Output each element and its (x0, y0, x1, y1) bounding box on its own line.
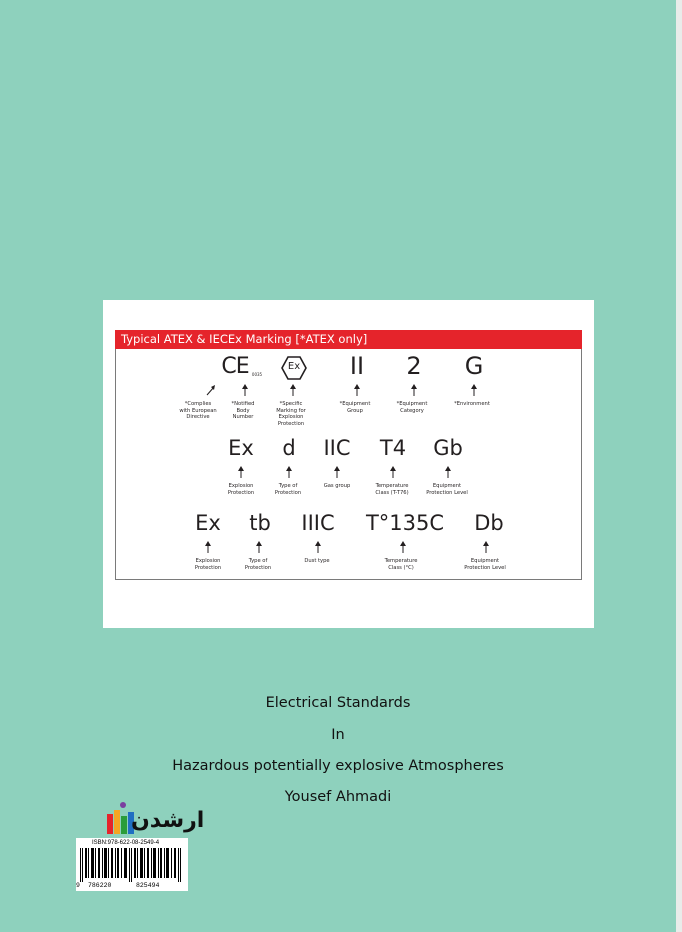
arrow-up (470, 384, 478, 396)
isbn-text: ISBN:978-622-08-2549-4 (92, 840, 160, 846)
arrow-up (204, 541, 212, 553)
row3-dust-type: IIIC (301, 511, 335, 535)
label-dust-type: Dust type (304, 558, 330, 564)
row2-type: d (282, 436, 296, 460)
label-protection-level: Equipment Protection Level (426, 483, 468, 496)
equipment-group: II (349, 352, 365, 380)
label-explosion-protection: Explosion Protection (194, 558, 222, 571)
label-explosion-protection: Explosion Protection (227, 483, 255, 496)
arrow-up (285, 466, 293, 478)
row3-type: tb (249, 511, 271, 535)
barcode-digits-right: 825494 (136, 882, 160, 889)
label-protection-level: Equipment Protection Level (464, 558, 506, 571)
label-environment: *Environment (454, 401, 490, 407)
row2-gas-group: IIC (323, 436, 351, 460)
arrow-up (482, 541, 490, 553)
book-title-line1: Electrical Standards (265, 695, 411, 711)
notified-body-number: 0035 (251, 372, 263, 377)
arrow-diagonal (205, 384, 213, 396)
label-equipment-category: *Equipment Category (396, 401, 428, 414)
label-gas-group: Gas group (323, 483, 351, 489)
ex-hexagon-icon (281, 356, 307, 380)
isbn-barcode (76, 838, 188, 891)
row2-ex: Ex (228, 436, 254, 460)
ex-hexagon-text: Ex (287, 361, 301, 372)
label-equipment-group: *Equipment Group (339, 401, 371, 414)
author-name: Yousef Ahmadi (284, 789, 392, 805)
arrow-up (314, 541, 322, 553)
arrow-up (237, 466, 245, 478)
label-temperature-class: Temperature Class (°C) (384, 558, 418, 571)
marking-heading: Typical ATEX & IECEx Marking [*ATEX only] (115, 330, 582, 349)
barcode-bars (80, 848, 184, 882)
label-specific-marking: *Specific Marking for Explosion Protection (276, 401, 306, 427)
marking-card (103, 300, 594, 628)
arrow-up (353, 384, 361, 396)
publisher-logo (95, 800, 205, 842)
book-title-line3: Hazardous potentially explosive Atmospheres (172, 758, 504, 774)
row3-ex: Ex (195, 511, 221, 535)
publisher-logo-text: ارشدن (131, 808, 205, 833)
arrow-up (255, 541, 263, 553)
label-complies: *Complies with European Directive (179, 401, 217, 420)
arrow-up (289, 384, 297, 396)
arrow-up (333, 466, 341, 478)
label-type-of-protection: Type of Protection (274, 483, 302, 496)
row3-temperature: T°135C (365, 511, 445, 535)
label-type-of-protection: Type of Protection (244, 558, 272, 571)
label-notified-body: *Notified Body Number (231, 401, 255, 420)
barcode-digits-left: 786220 (88, 882, 112, 889)
ce-mark: CE (221, 354, 249, 379)
page-edge (676, 0, 682, 932)
arrow-up (389, 466, 397, 478)
arrow-up (241, 384, 249, 396)
row2-epl: Gb (433, 436, 463, 460)
barcode-lead-digit: 9 (76, 882, 80, 889)
label-temperature-class: Temperature Class (T-T76) (375, 483, 409, 496)
arrow-up (410, 384, 418, 396)
equipment-category: 2 (406, 352, 422, 380)
book-title-line2: In (331, 727, 345, 743)
environment-symbol: G (464, 352, 484, 380)
row3-epl: Db (474, 511, 504, 535)
arrow-up (444, 466, 452, 478)
row2-temperature: T4 (379, 436, 407, 460)
arrow-up (399, 541, 407, 553)
